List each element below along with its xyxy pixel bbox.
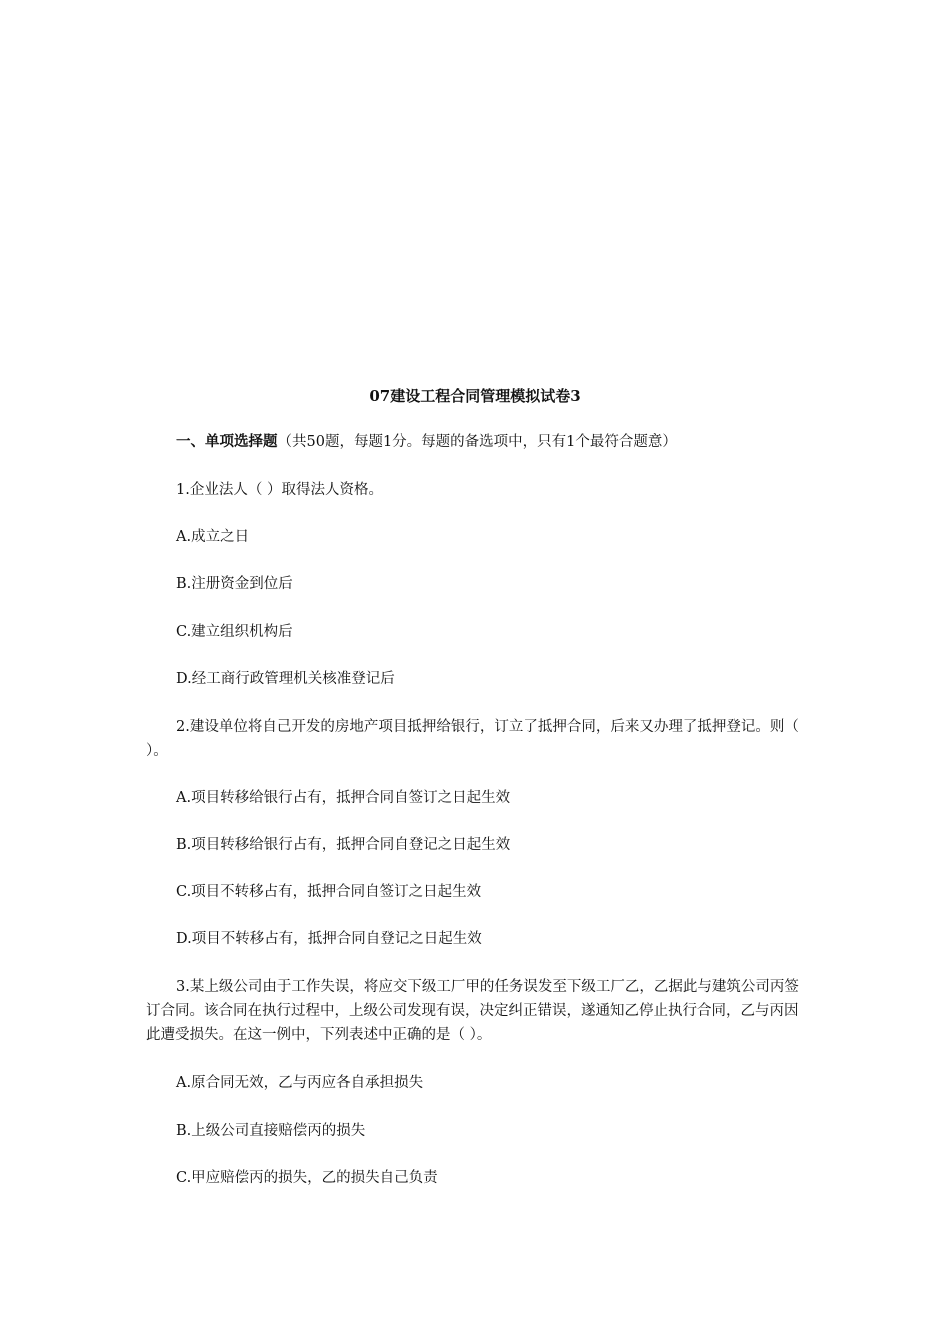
question-2-option-a: A.项目转移给银行占有，抵押合同自签订之日起生效 — [176, 790, 511, 806]
section-header — [176, 430, 677, 454]
question-2-option-b: B.项目转移给银行占有，抵押合同自登记之日起生效 — [176, 837, 511, 853]
section-note: （共50题，每题1分。每题的备选项中，只有1个最符合题意） — [277, 434, 677, 450]
question-1-option-b: B.注册资金到位后 — [176, 576, 293, 592]
question-1-option-c: C.建立组织机构后 — [176, 624, 293, 640]
question-1-option-a: A.成立之日 — [176, 529, 250, 545]
question-2-option-c: C.项目不转移占有，抵押合同自签订之日起生效 — [176, 884, 482, 900]
question-1-option-d: D.经工商行政管理机关核准登记后 — [176, 671, 395, 687]
question-3-option-b: B.上级公司直接赔偿丙的损失 — [176, 1123, 366, 1139]
question-3-stem: 3.某上级公司由于工作失误，将应交下级工厂甲的任务误发至下级工厂乙，乙据此与建筑公司丙签订合同。该合同在执行过程中，上级公司发现有误，决定纠正错误，遂通知乙停止执行合同，乙与丙因此遭受损失。在这一例中，下列表述中正确的是（ ）。 — [146, 979, 799, 1043]
question-3-option-c: C.甲应赔偿丙的损失，乙的损失自己负责 — [176, 1170, 438, 1186]
question-2-stem: 2.建设单位将自己开发的房地产项目抵押给银行，订立了抵押合同，后来又办理了抵押登记。则（ ）。 — [146, 719, 799, 759]
question-1-stem: 1.企业法人（ ）取得法人资格。 — [176, 482, 383, 498]
section-heading: 一、单项选择题 — [176, 433, 278, 450]
document-title: 07建设工程合同管理模拟试卷3 — [369, 387, 581, 405]
question-3-option-a: A.原合同无效，乙与丙应各自承担损失 — [176, 1075, 424, 1091]
question-2-option-d: D.项目不转移占有，抵押合同自登记之日起生效 — [176, 931, 482, 947]
